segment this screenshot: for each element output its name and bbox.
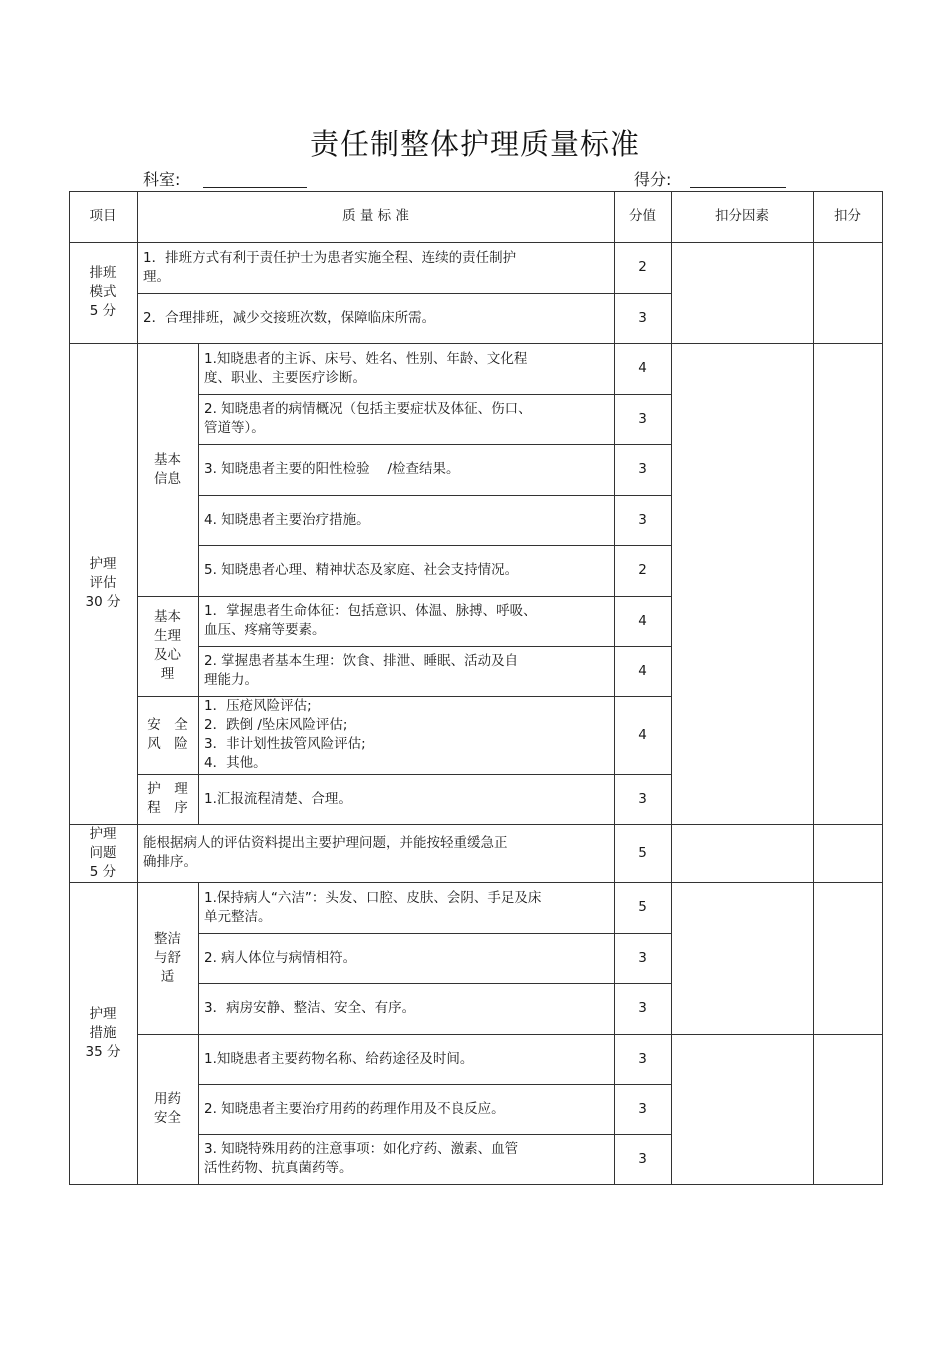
- standard-item: 1．压疮风险评估; 2．跌倒 /坠床风险评估; 3．非计划性拔管风险评估; 4．其他。: [204, 698, 366, 771]
- standard-item: 2．合理排班，减少交接班次数，保障临床所需。: [143, 309, 436, 326]
- standard-item: 1.汇报流程清楚、合理。: [204, 790, 352, 807]
- points-value: 3: [638, 511, 647, 528]
- table-rule: [69, 1184, 883, 1185]
- subsection-hygiene: 整洁 与舒 适: [154, 930, 181, 985]
- points-value: 3: [638, 1050, 647, 1067]
- table-rule: [882, 191, 883, 1185]
- points-value: 4: [638, 612, 647, 629]
- points-value: 4: [638, 662, 647, 679]
- standard-item: 3．病房安静、整洁、安全、有序。: [204, 1000, 416, 1016]
- header-item: 项目: [89, 208, 117, 224]
- standard-item: 1.保持病人“六洁”：头发、口腔、皮肤、会阴、手足及床 单元整洁。: [204, 889, 542, 925]
- standard-item: 1．掌握患者生命体征：包括意识、体温、脉搏、呼吸、 血压、疼痛等要素。: [204, 603, 537, 638]
- subsection-safety-risk: 安 全 风 险: [147, 717, 188, 752]
- standard-item: 1.知晓患者的主诉、床号、姓名、性别、年龄、文化程 度、职业、主要医疗诊断。: [204, 350, 528, 386]
- score-label: 得分:: [634, 170, 672, 189]
- standard-item: 2. 掌握患者基本生理：饮食、排泄、睡眠、活动及自 理能力。: [204, 653, 519, 688]
- table-rule: [671, 191, 672, 1185]
- points-value: 3: [638, 949, 647, 966]
- header-points: 分值: [629, 208, 656, 224]
- points-value: 3: [638, 410, 647, 427]
- standard-item: 2. 病人体位与病情相符。: [204, 949, 357, 966]
- standard-item: 1．排班方式有利于责任护士为患者实施全程、连续的责任制护 理。: [143, 249, 517, 285]
- points-value: 3: [638, 1150, 647, 1167]
- section-problem: 护理 问题 5 分: [89, 825, 117, 880]
- header-factors: 扣分因素: [715, 208, 769, 224]
- header-deduct: 扣分: [834, 208, 861, 224]
- header-standard: 质 量 标 准: [342, 208, 409, 224]
- subsection-medication: 用药 安全: [154, 1091, 181, 1126]
- section-scheduling: 排班 模式 5 分: [89, 265, 117, 319]
- standard-item: 5. 知晓患者心理、精神状态及家庭、社会支持情况。: [204, 562, 519, 578]
- points-value: 5: [638, 844, 647, 861]
- standard-item: 4. 知晓患者主要治疗措施。: [204, 511, 370, 528]
- standard-item: 2. 知晓患者的病情概况（包括主要症状及体征、伤口、 管道等）。: [204, 401, 532, 436]
- points-value: 3: [638, 1000, 647, 1016]
- standard-item: 1.知晓患者主要药物名称、给药途径及时间。: [204, 1050, 474, 1067]
- subsection-procedure: 护 理 程 序: [147, 781, 188, 816]
- points-value: 4: [638, 726, 647, 743]
- table-rule: [813, 191, 814, 1185]
- points-value: 3: [638, 1100, 647, 1117]
- standard-item: 2. 知晓患者主要治疗用药的药理作用及不良反应。: [204, 1100, 505, 1117]
- page-title: 责任制整体护理质量标准: [309, 127, 640, 161]
- points-value: 3: [638, 309, 647, 326]
- points-value: 2: [638, 259, 647, 275]
- subsection-basic-info: 基本 信息: [154, 451, 181, 487]
- department-label: 科室:: [143, 170, 181, 189]
- points-value: 5: [638, 899, 647, 915]
- standard-item: 能根据病人的评估资料提出主要护理问题，并能按轻重缓急正 确排序。: [143, 835, 508, 870]
- points-value: 4: [638, 360, 647, 376]
- section-assessment: 护理 评估 30 分: [85, 556, 121, 610]
- subsection-physiology: 基本 生理 及心 理: [154, 609, 181, 682]
- points-value: 2: [638, 562, 647, 578]
- standard-item: 3. 知晓患者主要的阳性检验 /检查结果。: [204, 461, 460, 477]
- standard-item: 3. 知晓特殊用药的注意事项：如化疗药、激素、血管 活性药物、抗真菌药等。: [204, 1141, 519, 1176]
- section-measures: 护理 措施 35 分: [85, 1005, 121, 1060]
- points-value: 3: [638, 461, 647, 477]
- points-value: 3: [638, 790, 647, 807]
